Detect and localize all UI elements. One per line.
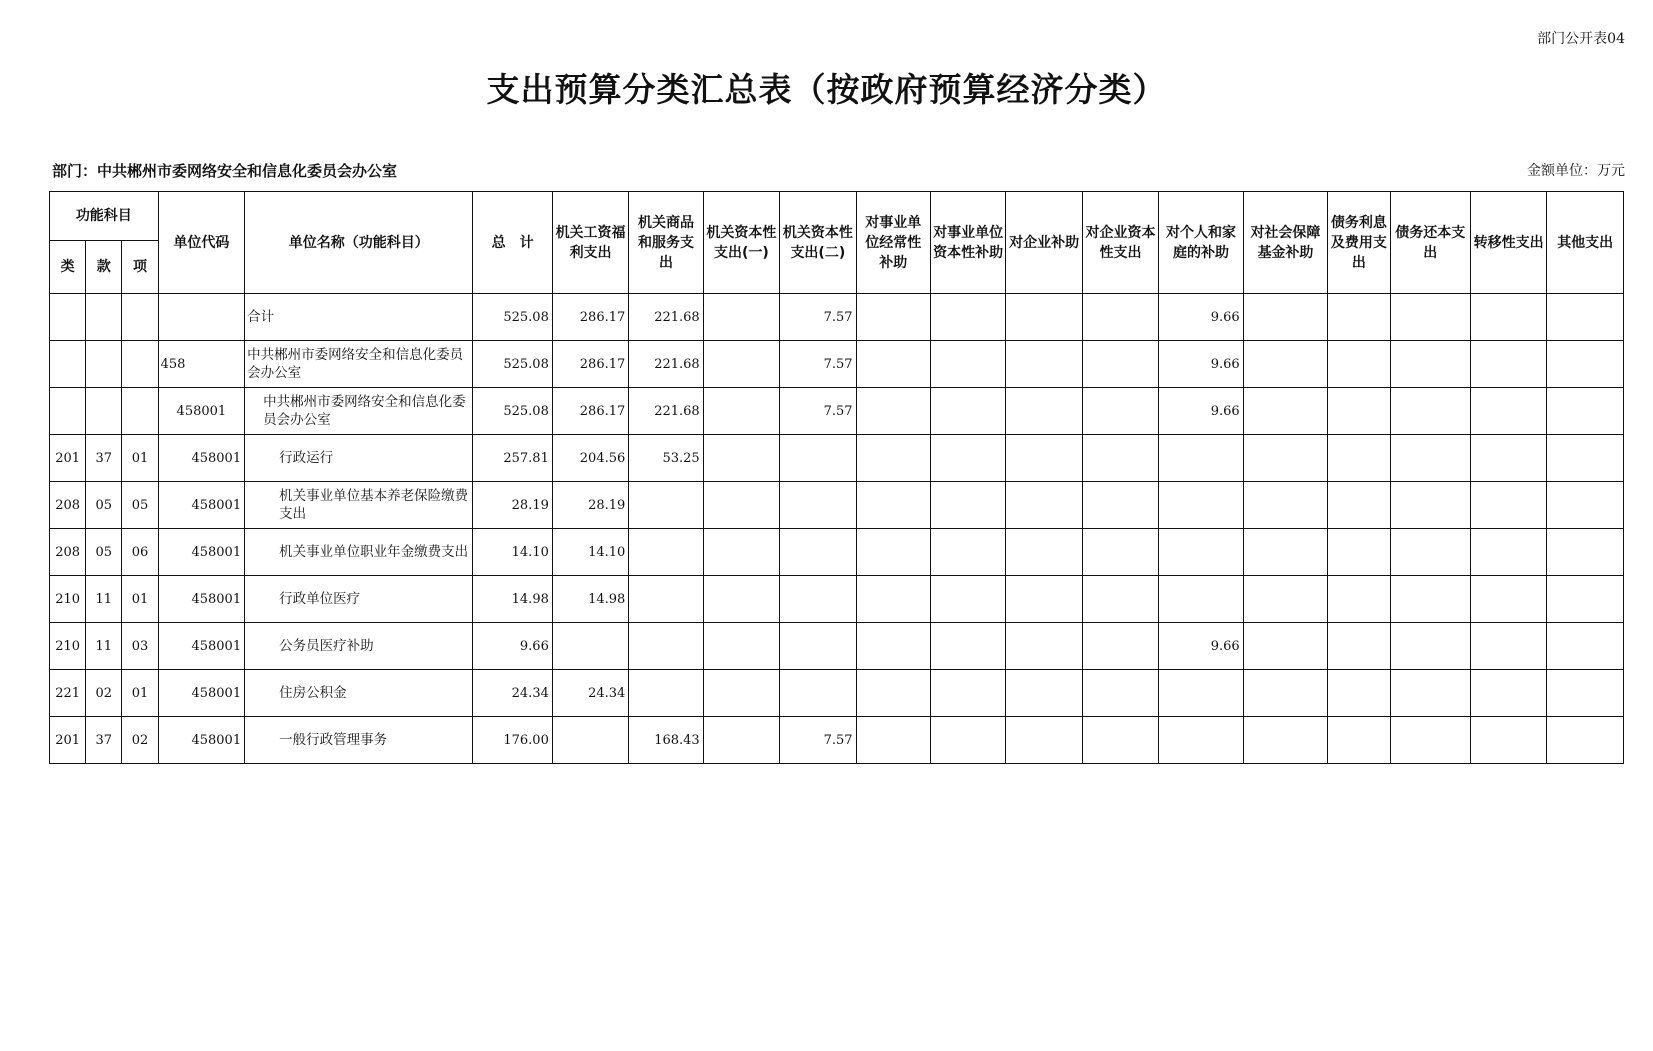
cell-c11 xyxy=(1328,670,1390,717)
cell-c9: 9.66 xyxy=(1159,294,1243,341)
cell-c9: 9.66 xyxy=(1159,341,1243,388)
header-total: 总 计 xyxy=(473,192,552,294)
cell-kuan xyxy=(86,294,122,341)
cell-c13 xyxy=(1470,670,1546,717)
cell-kuan: 37 xyxy=(86,717,122,764)
cell-c6 xyxy=(930,294,1005,341)
cell-lei: 201 xyxy=(50,717,86,764)
cell-c4 xyxy=(780,482,856,529)
cell-c3 xyxy=(703,435,779,482)
cell-c8 xyxy=(1082,435,1158,482)
cell-c13 xyxy=(1470,529,1546,576)
cell-c2: 221.68 xyxy=(629,341,703,388)
cell-c1: 14.98 xyxy=(552,576,628,623)
cell-c12 xyxy=(1390,435,1470,482)
cell-c5 xyxy=(856,482,930,529)
header-xiang: 项 xyxy=(122,241,158,294)
cell-c8 xyxy=(1082,529,1158,576)
cell-c9 xyxy=(1159,435,1243,482)
cell-c9 xyxy=(1159,717,1243,764)
cell-c6 xyxy=(930,388,1005,435)
cell-c9 xyxy=(1159,482,1243,529)
table-row xyxy=(50,388,1624,435)
cell-c2 xyxy=(629,482,703,529)
cell-name: 机关事业单位基本养老保险缴费支出 xyxy=(245,482,473,529)
cell-total: 28.19 xyxy=(473,482,552,529)
cell-c6 xyxy=(930,576,1005,623)
cell-c4 xyxy=(780,623,856,670)
cell-xiang: 02 xyxy=(122,717,158,764)
cell-c9: 9.66 xyxy=(1159,623,1243,670)
cell-c9 xyxy=(1159,576,1243,623)
cell-c7 xyxy=(1006,482,1082,529)
cell-c5 xyxy=(856,529,930,576)
table-row xyxy=(50,576,1624,623)
cell-c4: 7.57 xyxy=(780,341,856,388)
cell-c10 xyxy=(1243,717,1327,764)
cell-c5 xyxy=(856,670,930,717)
cell-code: 458001 xyxy=(158,670,244,717)
cell-c11 xyxy=(1328,717,1390,764)
table-row xyxy=(50,529,1624,576)
cell-c13 xyxy=(1470,717,1546,764)
cell-c5 xyxy=(856,717,930,764)
cell-name: 机关事业单位职业年金缴费支出 xyxy=(245,529,473,576)
cell-c8 xyxy=(1082,341,1158,388)
cell-xiang: 01 xyxy=(122,435,158,482)
cell-c6 xyxy=(930,529,1005,576)
cell-total: 14.98 xyxy=(473,576,552,623)
table-row xyxy=(50,482,1624,529)
cell-total: 525.08 xyxy=(473,388,552,435)
table-row xyxy=(50,435,1624,482)
cell-name: 合计 xyxy=(245,294,473,341)
cell-xiang xyxy=(122,294,158,341)
cell-c3 xyxy=(703,623,779,670)
cell-c6 xyxy=(930,482,1005,529)
cell-c2 xyxy=(629,529,703,576)
cell-c8 xyxy=(1082,717,1158,764)
cell-c14 xyxy=(1547,341,1624,388)
cell-c14 xyxy=(1547,388,1624,435)
header-col6: 对事业单位资本性补助 xyxy=(930,192,1005,294)
cell-c11 xyxy=(1328,529,1390,576)
cell-c10 xyxy=(1243,670,1327,717)
budget-table xyxy=(49,191,1624,764)
cell-c9 xyxy=(1159,529,1243,576)
table-row xyxy=(50,623,1624,670)
cell-c14 xyxy=(1547,529,1624,576)
cell-lei: 210 xyxy=(50,623,86,670)
cell-c7 xyxy=(1006,717,1082,764)
cell-c13 xyxy=(1470,435,1546,482)
cell-name: 中共郴州市委网络安全和信息化委员会办公室 xyxy=(245,341,473,388)
cell-c1: 286.17 xyxy=(552,341,628,388)
cell-xiang: 01 xyxy=(122,576,158,623)
cell-lei: 201 xyxy=(50,435,86,482)
cell-lei: 208 xyxy=(50,529,86,576)
cell-kuan xyxy=(86,388,122,435)
cell-c5 xyxy=(856,341,930,388)
header-col11: 债务利息及费用支出 xyxy=(1328,192,1390,294)
cell-c10 xyxy=(1243,341,1327,388)
cell-c7 xyxy=(1006,529,1082,576)
header-col8: 对企业资本性支出 xyxy=(1082,192,1158,294)
cell-c6 xyxy=(930,623,1005,670)
cell-c3 xyxy=(703,717,779,764)
cell-total: 14.10 xyxy=(473,529,552,576)
cell-xiang: 05 xyxy=(122,482,158,529)
cell-c2: 221.68 xyxy=(629,388,703,435)
cell-c10 xyxy=(1243,435,1327,482)
cell-c7 xyxy=(1006,623,1082,670)
header-name: 单位名称（功能科目） xyxy=(245,192,473,294)
cell-c7 xyxy=(1006,294,1082,341)
cell-c6 xyxy=(930,341,1005,388)
cell-c12 xyxy=(1390,294,1470,341)
table-row xyxy=(50,341,1624,388)
cell-name: 一般行政管理事务 xyxy=(245,717,473,764)
cell-c10 xyxy=(1243,576,1327,623)
cell-c12 xyxy=(1390,623,1470,670)
cell-c11 xyxy=(1328,341,1390,388)
cell-xiang: 03 xyxy=(122,623,158,670)
cell-c12 xyxy=(1390,670,1470,717)
cell-c11 xyxy=(1328,294,1390,341)
cell-kuan: 11 xyxy=(86,576,122,623)
cell-c1: 204.56 xyxy=(552,435,628,482)
cell-c8 xyxy=(1082,623,1158,670)
cell-c6 xyxy=(930,670,1005,717)
header-col2: 机关商品和服务支出 xyxy=(629,192,703,294)
cell-c14 xyxy=(1547,717,1624,764)
cell-lei xyxy=(50,388,86,435)
cell-c8 xyxy=(1082,294,1158,341)
cell-code: 458001 xyxy=(158,435,244,482)
cell-c14 xyxy=(1547,482,1624,529)
cell-c7 xyxy=(1006,341,1082,388)
cell-c3 xyxy=(703,294,779,341)
cell-c5 xyxy=(856,623,930,670)
cell-kuan: 05 xyxy=(86,482,122,529)
cell-c13 xyxy=(1470,576,1546,623)
cell-c4 xyxy=(780,670,856,717)
form-number: 部门公开表04 xyxy=(1537,31,1625,47)
cell-c11 xyxy=(1328,435,1390,482)
cell-c14 xyxy=(1547,435,1624,482)
amount-unit-label: 金额单位：万元 xyxy=(1527,163,1625,179)
cell-c5 xyxy=(856,576,930,623)
cell-c6 xyxy=(930,717,1005,764)
cell-total: 525.08 xyxy=(473,294,552,341)
cell-c1 xyxy=(552,717,628,764)
cell-c2: 53.25 xyxy=(629,435,703,482)
cell-name: 公务员医疗补助 xyxy=(245,623,473,670)
cell-c1: 14.10 xyxy=(552,529,628,576)
cell-c2 xyxy=(629,576,703,623)
page-title: 支出预算分类汇总表（按政府预算经济分类） xyxy=(486,70,1167,109)
cell-kuan xyxy=(86,341,122,388)
cell-c2: 221.68 xyxy=(629,294,703,341)
cell-c1: 286.17 xyxy=(552,294,628,341)
cell-c13 xyxy=(1470,388,1546,435)
cell-name: 行政单位医疗 xyxy=(245,576,473,623)
cell-c3 xyxy=(703,670,779,717)
cell-c12 xyxy=(1390,341,1470,388)
department-label: 部门：中共郴州市委网络安全和信息化委员会办公室 xyxy=(52,162,398,180)
cell-c8 xyxy=(1082,670,1158,717)
header-lei: 类 xyxy=(50,241,86,294)
cell-total: 176.00 xyxy=(473,717,552,764)
cell-c5 xyxy=(856,435,930,482)
cell-c2 xyxy=(629,623,703,670)
header-col10: 对社会保障基金补助 xyxy=(1243,192,1327,294)
cell-c1: 286.17 xyxy=(552,388,628,435)
cell-name: 住房公积金 xyxy=(245,670,473,717)
cell-c11 xyxy=(1328,388,1390,435)
cell-c5 xyxy=(856,388,930,435)
cell-c8 xyxy=(1082,388,1158,435)
cell-c12 xyxy=(1390,529,1470,576)
cell-code: 458001 xyxy=(158,482,244,529)
cell-code: 458001 xyxy=(158,717,244,764)
cell-c11 xyxy=(1328,623,1390,670)
cell-c2 xyxy=(629,670,703,717)
cell-c7 xyxy=(1006,435,1082,482)
cell-c10 xyxy=(1243,482,1327,529)
cell-c14 xyxy=(1547,294,1624,341)
cell-xiang: 01 xyxy=(122,670,158,717)
table-row xyxy=(50,717,1624,764)
cell-code xyxy=(158,294,244,341)
cell-lei xyxy=(50,294,86,341)
table-row xyxy=(50,670,1624,717)
cell-code: 458001 xyxy=(158,576,244,623)
cell-c11 xyxy=(1328,482,1390,529)
cell-c4: 7.57 xyxy=(780,294,856,341)
cell-c1: 24.34 xyxy=(552,670,628,717)
header-col13: 转移性支出 xyxy=(1470,192,1546,294)
cell-xiang xyxy=(122,388,158,435)
cell-c13 xyxy=(1470,482,1546,529)
cell-c7 xyxy=(1006,388,1082,435)
cell-c10 xyxy=(1243,529,1327,576)
cell-c13 xyxy=(1470,341,1546,388)
cell-c12 xyxy=(1390,482,1470,529)
cell-c13 xyxy=(1470,623,1546,670)
cell-lei xyxy=(50,341,86,388)
cell-c10 xyxy=(1243,294,1327,341)
cell-lei: 221 xyxy=(50,670,86,717)
cell-c10 xyxy=(1243,623,1327,670)
cell-c3 xyxy=(703,576,779,623)
header-col4: 机关资本性支出(二) xyxy=(780,192,856,294)
cell-c4 xyxy=(780,435,856,482)
cell-xiang xyxy=(122,341,158,388)
cell-c14 xyxy=(1547,670,1624,717)
header-kuan: 款 xyxy=(86,241,122,294)
cell-code: 458001 xyxy=(158,623,244,670)
cell-name: 行政运行 xyxy=(245,435,473,482)
cell-total: 24.34 xyxy=(473,670,552,717)
cell-c11 xyxy=(1328,576,1390,623)
cell-kuan: 37 xyxy=(86,435,122,482)
cell-c12 xyxy=(1390,576,1470,623)
cell-lei: 210 xyxy=(50,576,86,623)
header-code: 单位代码 xyxy=(158,192,244,294)
header-col7: 对企业补助 xyxy=(1006,192,1082,294)
header-func-group: 功能科目 xyxy=(50,192,159,241)
cell-code: 458 xyxy=(158,341,244,388)
cell-c1 xyxy=(552,623,628,670)
cell-code: 458001 xyxy=(158,529,244,576)
header-col14: 其他支出 xyxy=(1547,192,1624,294)
cell-c9: 9.66 xyxy=(1159,388,1243,435)
cell-c12 xyxy=(1390,388,1470,435)
cell-kuan: 02 xyxy=(86,670,122,717)
header-col9: 对个人和家庭的补助 xyxy=(1159,192,1243,294)
header-col5: 对事业单位经常性补助 xyxy=(856,192,930,294)
cell-c13 xyxy=(1470,294,1546,341)
cell-c4: 7.57 xyxy=(780,388,856,435)
cell-c12 xyxy=(1390,717,1470,764)
cell-code: 458001 xyxy=(158,388,244,435)
cell-c2: 168.43 xyxy=(629,717,703,764)
cell-c14 xyxy=(1547,623,1624,670)
cell-c5 xyxy=(856,294,930,341)
cell-kuan: 05 xyxy=(86,529,122,576)
cell-c6 xyxy=(930,435,1005,482)
cell-c9 xyxy=(1159,670,1243,717)
cell-c7 xyxy=(1006,670,1082,717)
cell-lei: 208 xyxy=(50,482,86,529)
cell-total: 9.66 xyxy=(473,623,552,670)
cell-c14 xyxy=(1547,576,1624,623)
cell-c4: 7.57 xyxy=(780,717,856,764)
header-col3: 机关资本性支出(一) xyxy=(703,192,779,294)
header-col1: 机关工资福利支出 xyxy=(552,192,628,294)
cell-c4 xyxy=(780,576,856,623)
cell-c8 xyxy=(1082,482,1158,529)
cell-c8 xyxy=(1082,576,1158,623)
header-col12: 债务还本支出 xyxy=(1390,192,1470,294)
cell-c1: 28.19 xyxy=(552,482,628,529)
table-row xyxy=(50,294,1624,341)
cell-c7 xyxy=(1006,576,1082,623)
cell-name: 中共郴州市委网络安全和信息化委员会办公室 xyxy=(245,388,473,435)
cell-total: 525.08 xyxy=(473,341,552,388)
cell-c3 xyxy=(703,388,779,435)
cell-c3 xyxy=(703,529,779,576)
cell-c10 xyxy=(1243,388,1327,435)
cell-xiang: 06 xyxy=(122,529,158,576)
cell-c4 xyxy=(780,529,856,576)
cell-kuan: 11 xyxy=(86,623,122,670)
cell-c3 xyxy=(703,482,779,529)
cell-total: 257.81 xyxy=(473,435,552,482)
cell-c3 xyxy=(703,341,779,388)
